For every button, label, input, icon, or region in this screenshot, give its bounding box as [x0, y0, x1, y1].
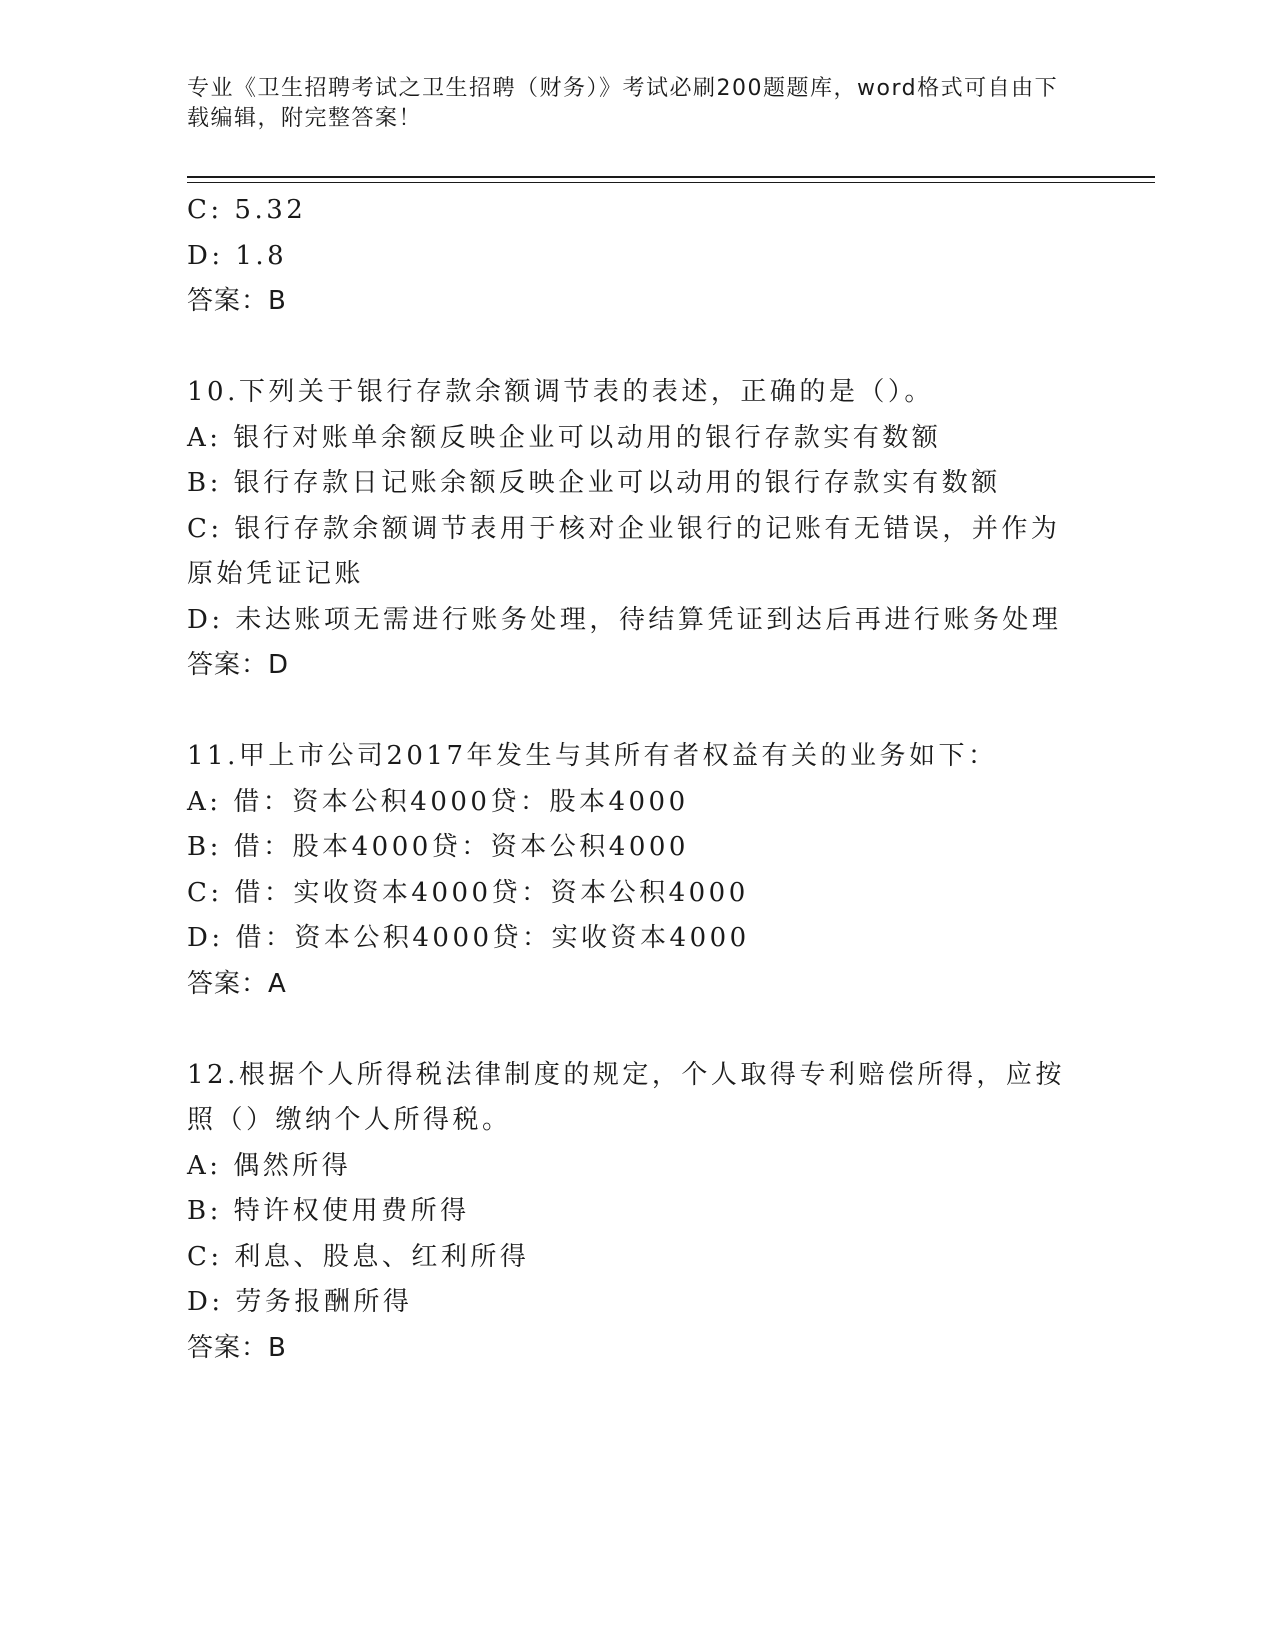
header-divider-thin — [187, 182, 1155, 183]
question-block-10 — [187, 370, 1087, 689]
option-a: A: 偶然所得 — [187, 1150, 352, 1181]
answer-label: 答案：B — [187, 1332, 287, 1363]
question-block-11 — [187, 734, 1087, 1007]
spacer — [187, 325, 1087, 371]
question-text: 10.下列关于银行存款余额调节表的表述，正确的是（）。 — [187, 377, 934, 407]
header-divider — [187, 176, 1155, 178]
option-c: C: 借：实收资本4000贷：资本公积4000 — [187, 877, 749, 908]
answer-label: 答案：B — [187, 286, 287, 316]
question-text: 12.根据个人所得税法律制度的规定，个人取得专利赔偿所得，应按照（）缴纳个人所得税。 — [187, 1059, 1065, 1135]
question-block-12 — [187, 1053, 1087, 1372]
question-block-partial — [187, 188, 1087, 325]
option-a: A: 银行对账单余额反映企业可以动用的银行存款实有数额 — [187, 422, 942, 453]
document-header: 专业《卫生招聘考试之卫生招聘（财务）》考试必刷200题题库，word格式可自由下载编辑，附完整答案！ — [187, 76, 1059, 131]
question-list — [187, 188, 1087, 1371]
option-d: D: 1.8 — [187, 240, 288, 271]
option-b: B: 银行存款日记账余额反映企业可以动用的银行存款实有数额 — [187, 468, 1001, 498]
answer-label: 答案：D — [187, 650, 290, 680]
option-c: C: 5.32 — [187, 195, 307, 225]
option-b: B: 特许权使用费所得 — [187, 1196, 470, 1226]
option-d: D: 劳务报酬所得 — [187, 1287, 413, 1317]
option-a: A: 借：资本公积4000贷：股本4000 — [187, 786, 689, 817]
option-c: C: 银行存款余额调节表用于核对企业银行的记账有无错误，并作为原始凭证记账 — [187, 513, 1061, 589]
option-d: D: 借：资本公积4000贷：实收资本4000 — [187, 923, 750, 953]
spacer — [187, 689, 1087, 735]
answer-label: 答案：A — [187, 968, 287, 999]
spacer — [187, 1007, 1087, 1053]
option-c: C: 利息、股息、红利所得 — [187, 1241, 530, 1272]
option-d: D: 未达账项无需进行账务处理，待结算凭证到达后再进行账务处理 — [187, 604, 1062, 635]
question-text: 11.甲上市公司2017年发生与其所有者权益有关的业务如下： — [187, 741, 998, 771]
option-b: B: 借：股本4000贷：资本公积4000 — [187, 832, 689, 862]
